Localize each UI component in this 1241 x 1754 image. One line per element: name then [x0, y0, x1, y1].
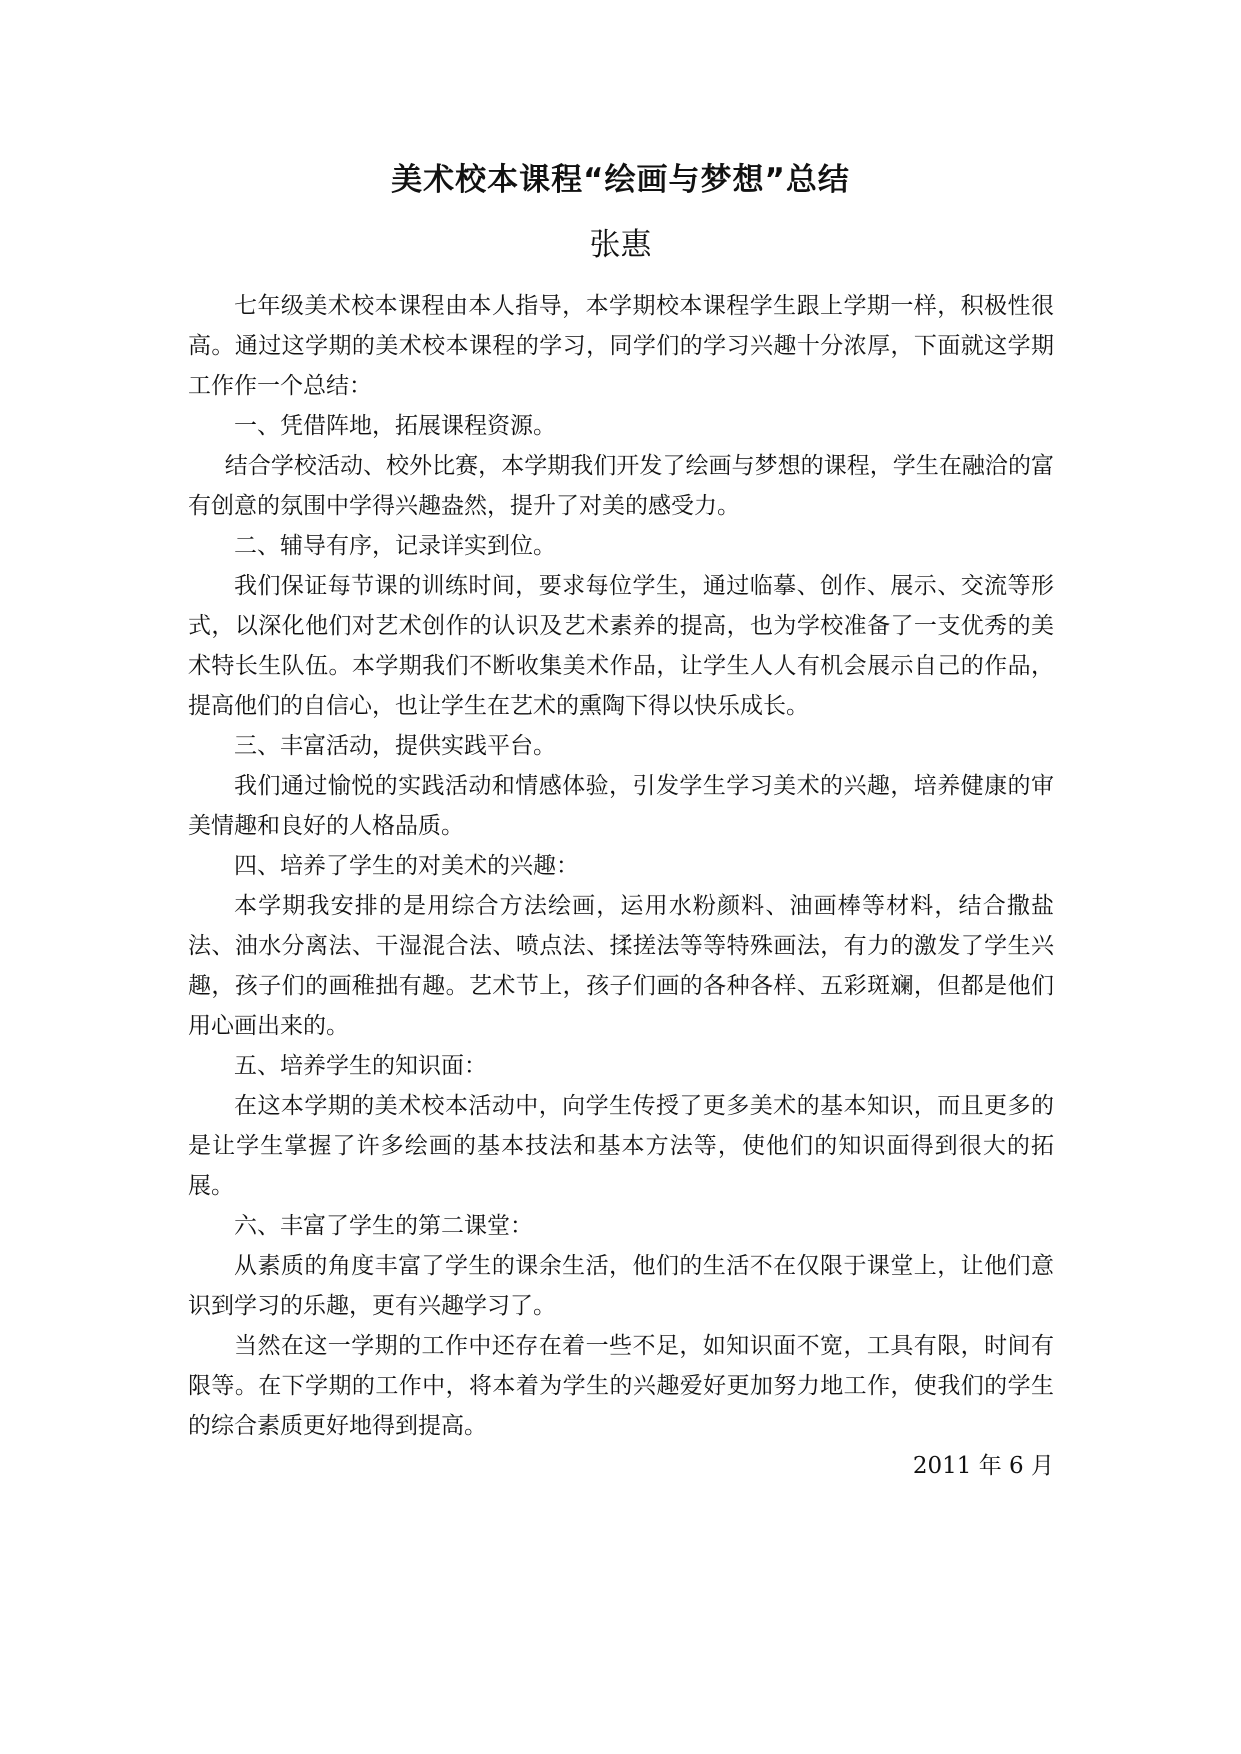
document-author: 张惠 — [589, 227, 652, 263]
section-heading-1: 一、凭借阵地，拓展课程资源。 — [234, 413, 556, 439]
document-date: 2011 年 6 月 — [912, 1453, 1054, 1479]
paragraph-5: 在这本学期的美术校本活动中，向学生传授了更多美术的基本知识，而且更多的是让学生掌握了许多绘画的基本技法和基本方法等，使他们的知识面得到很大的拓展。 — [188, 1093, 1054, 1199]
paragraph-conclusion: 当然在这一学期的工作中还存在着一些不足，如知识面不宽，工具有限，时间有限等。在下学期的工作中，将本着为学生的兴趣爱好更加努力地工作，使我们的学生的综合素质更好地得到提高。 — [188, 1333, 1054, 1439]
section-heading-2: 二、辅导有序，记录详实到位。 — [234, 533, 556, 559]
section-heading-3: 三、丰富活动，提供实践平台。 — [234, 733, 556, 759]
section-heading-6: 六、丰富了学生的第二课堂： — [234, 1213, 533, 1239]
paragraph-1: 结合学校活动、校外比赛，本学期我们开发了绘画与梦想的课程，学生在融洽的富有创意的氛围中学得兴趣盎然，提升了对美的感受力。 — [188, 453, 1054, 519]
section-heading-4: 四、培养了学生的对美术的兴趣： — [234, 853, 579, 879]
paragraph-6: 从素质的角度丰富了学生的课余生活，他们的生活不在仅限于课堂上，让他们意识到学习的乐趣，更有兴趣学习了。 — [188, 1253, 1054, 1319]
paragraph-4: 本学期我安排的是用综合方法绘画，运用水粉颜料、油画棒等材料，结合撒盐法、油水分离法、干湿混合法、喷点法、揉搓法等等特殊画法，有力的激发了学生兴趣，孩子们的画稚拙有趣。艺术节上，孩子们画的各种各样、五彩斑斓，但都是他们用心画出来的。 — [188, 893, 1054, 1039]
document-title: 美术校本课程“绘画与梦想”总结 — [391, 162, 850, 198]
paragraph-intro: 七年级美术校本课程由本人指导，本学期校本课程学生跟上学期一样，积极性很高。通过这学期的美术校本课程的学习，同学们的学习兴趣十分浓厚，下面就这学期工作作一个总结： — [188, 293, 1054, 399]
document-body — [188, 286, 1054, 1446]
paragraph-3: 我们通过愉悦的实践活动和情感体验，引发学生学习美术的兴趣，培养健康的审美情趣和良好的人格品质。 — [188, 773, 1054, 839]
paragraph-2: 我们保证每节课的训练时间，要求每位学生，通过临摹、创作、展示、交流等形式，以深化他们对艺术创作的认识及艺术素养的提高，也为学校准备了一支优秀的美术特长生队伍。本学期我们不断收集美术作品，让学生人人有机会展示自己的作品，提高他们的自信心，也让学生在艺术的熏陶下得以快乐成长。 — [188, 573, 1054, 719]
section-heading-5: 五、培养学生的知识面： — [234, 1053, 487, 1079]
